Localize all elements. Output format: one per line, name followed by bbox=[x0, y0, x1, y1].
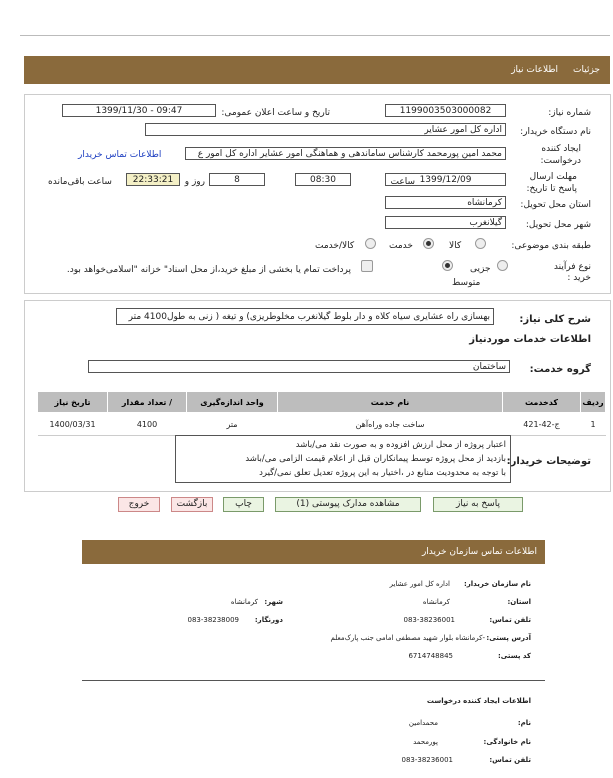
city-value-c: کرمانشاه bbox=[230, 598, 258, 606]
address-label-c: آدرس پستی: bbox=[486, 634, 531, 642]
table-header-row bbox=[38, 392, 606, 413]
province-field: کرمانشاه bbox=[385, 196, 506, 209]
reply-button[interactable]: پاسخ به نیاز bbox=[433, 497, 523, 512]
print-button[interactable]: چاپ bbox=[223, 497, 264, 512]
deadline-label: مهلت ارسال پاسخ تا تاریخ: bbox=[526, 172, 577, 194]
creator-info-title: اطلاعات ایجاد کننده درخواست bbox=[426, 697, 531, 705]
name-label-c: نام: bbox=[517, 719, 531, 727]
province-label-c: استان: bbox=[507, 598, 531, 606]
postal-value-c: 6714748845 bbox=[408, 652, 453, 660]
address-value-c: -کرمانشاه بلوار شهید مصطفی امامی جنب پارک‌معلم bbox=[330, 634, 485, 642]
cell-unit: متر bbox=[187, 413, 278, 436]
notes-box bbox=[175, 435, 511, 483]
services-table bbox=[37, 391, 606, 436]
creator-field: محمد امین پورمحمد کارشناس ساماندهی و هماهنگی امور عشایر اداره کل امور ع bbox=[185, 147, 506, 160]
notes-label: توضیحات خریدار: bbox=[506, 456, 591, 467]
category-label: طبقه بندی موضوعی: bbox=[511, 241, 591, 251]
desc-label: شرح کلی نیاز: bbox=[519, 314, 591, 325]
creator-phone-value-c: 083-38236001 bbox=[401, 756, 453, 764]
remaining-time-field: 22:33:21 bbox=[126, 173, 180, 186]
col-qty: / تعداد مقدار bbox=[108, 392, 187, 413]
family-value-c: پورمحمد bbox=[413, 738, 438, 746]
city-label: شهر محل تحویل: bbox=[525, 220, 591, 230]
city-field: گیلانغرب bbox=[385, 216, 506, 229]
top-divider bbox=[20, 35, 610, 36]
creator-label: ایجاد کننده درخواست: bbox=[540, 144, 581, 166]
remaining-label: ساعت باقی‌مانده bbox=[48, 177, 112, 187]
payment-checkbox[interactable] bbox=[361, 260, 373, 272]
time-label: ساعت bbox=[390, 177, 415, 187]
table-row bbox=[38, 413, 606, 436]
tab-need-info[interactable]: اطلاعات نیاز bbox=[511, 65, 558, 75]
cell-qty: 4100 bbox=[108, 413, 187, 436]
cell-name: ساخت جاده وراه‌آهن bbox=[278, 413, 503, 436]
deadline-date-field: 1399/12/09 bbox=[385, 173, 506, 186]
category-goods-service-radio[interactable] bbox=[365, 238, 376, 249]
col-name: نام خدمت bbox=[278, 392, 503, 413]
contact-title: اطلاعات تماس سازمان خریدار bbox=[421, 547, 537, 557]
days-field: 8 bbox=[209, 173, 265, 186]
group-label: گروه خدمت: bbox=[529, 364, 591, 375]
buyer-org-field: اداره کل امور عشایر bbox=[145, 123, 506, 136]
fax-value-c: 083-38238009 bbox=[187, 616, 239, 624]
col-code: کدخدمت bbox=[503, 392, 581, 413]
postal-label-c: کد پستی: bbox=[497, 652, 531, 660]
buyer-org-label: نام دستگاه خریدار: bbox=[520, 127, 591, 137]
phone-value-c: 083-38236001 bbox=[403, 616, 455, 624]
category-goods-label: کالا bbox=[449, 241, 462, 251]
cell-date: 1400/03/31 bbox=[38, 413, 108, 436]
notes-line-2: بازدید از محل پروژه توسط پیمانکاران قبل از اعلام قیمت الزامی می/باشد bbox=[245, 454, 506, 464]
category-service-label: خدمت bbox=[389, 241, 413, 251]
process-partial-radio[interactable] bbox=[497, 260, 508, 271]
fax-label-c: دورنگار: bbox=[254, 616, 283, 624]
name-value-c: محمدامین bbox=[408, 719, 438, 727]
group-field: ساختمان bbox=[88, 360, 510, 373]
view-docs-button[interactable]: مشاهده مدارک پیوستی (1) bbox=[275, 497, 421, 512]
process-label: نوع فرآیند خرید : bbox=[553, 262, 591, 283]
need-number-field: 1199003503000082 bbox=[385, 104, 506, 117]
process-medium-label: متوسط bbox=[452, 278, 481, 288]
family-label-c: نام خانوادگی: bbox=[483, 738, 531, 746]
org-name-value: اداره کل امور عشایر bbox=[389, 580, 450, 588]
announce-label: تاریخ و ساعت اعلان عمومی: bbox=[221, 108, 330, 118]
category-service-radio[interactable] bbox=[423, 238, 434, 249]
desc-field: بهسازی راه عشایری سیاه کلاه و دار بلوط گیلانغرب مخلوطریزی) و تیغه ( زنی به طول4100 متر bbox=[116, 308, 494, 325]
category-goods-radio[interactable] bbox=[475, 238, 486, 249]
deadline-time-field: 08:30 bbox=[295, 173, 351, 186]
col-row: ردیف bbox=[581, 392, 606, 413]
phone-label-c: تلفن تماس: bbox=[489, 616, 531, 624]
org-name-label: نام سازمان خریدار: bbox=[463, 580, 531, 588]
city-label-c: شهر: bbox=[264, 598, 283, 606]
province-label: استان محل تحویل: bbox=[520, 200, 591, 210]
notes-line-3: با توجه به محدودیت منابع در ،اختیار به این پروژه تعدیل تعلق نمی/گیرد bbox=[259, 468, 506, 478]
contact-divider bbox=[82, 680, 545, 681]
process-medium-radio[interactable] bbox=[442, 260, 453, 271]
cell-code: ج-42-421 bbox=[503, 413, 581, 436]
notes-line-1: اعتبار پروژه از محل ارزش افزوده و به صورت نقد می/باشد bbox=[295, 440, 506, 450]
need-number-label: شماره نیاز: bbox=[548, 108, 591, 118]
col-date: تاریخ نیاز bbox=[38, 392, 108, 413]
creator-phone-label-c: تلفن تماس: bbox=[489, 756, 531, 764]
province-value-c: کرمانشاه bbox=[422, 598, 450, 606]
services-title: اطلاعات خدمات موردنیاز bbox=[469, 334, 591, 345]
buyer-contact-link[interactable]: اطلاعات تماس خریدار bbox=[78, 150, 162, 160]
exit-button[interactable]: خروج bbox=[118, 497, 160, 512]
back-button[interactable]: بازگشت bbox=[171, 497, 213, 512]
page-header bbox=[24, 56, 610, 84]
days-label: روز و bbox=[184, 177, 205, 187]
process-partial-label: جزیی bbox=[470, 264, 491, 274]
announce-field: 1399/11/30 - 09:47 bbox=[62, 104, 216, 117]
col-unit: واحد اندازه‌گیری bbox=[187, 392, 278, 413]
category-goods-service-label: کالا/خدمت bbox=[315, 241, 355, 251]
tab-details[interactable]: جزئیات bbox=[573, 65, 600, 75]
payment-note: پرداخت تمام یا بخشی از مبلغ خرید،از محل اسناد" خزانه "اسلامی‌خواهد بود. bbox=[66, 265, 351, 275]
cell-row: 1 bbox=[581, 413, 606, 436]
